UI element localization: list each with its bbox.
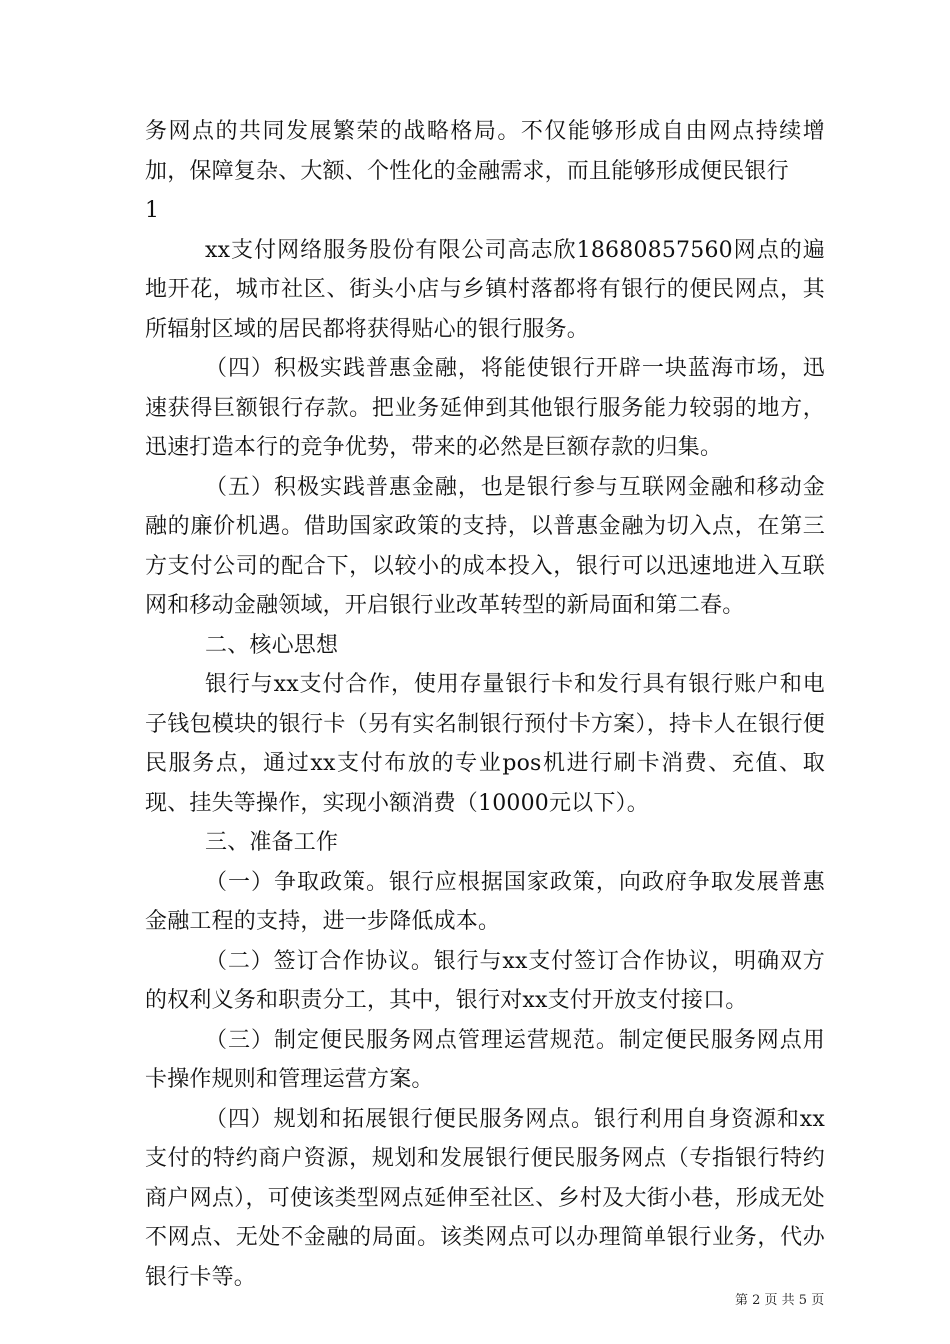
- paragraph-prep-one: （一）争取政策。银行应根据国家政策，向政府争取发展普惠金融工程的支持，进一步降低成本。: [145, 869, 825, 934]
- page-number-marker: 1: [145, 198, 160, 223]
- document-body: [145, 112, 825, 1297]
- paragraph-point-four: （四）积极实践普惠金融，将能使银行开辟一块蓝海市场，迅速获得巨额银行存款。把业务延伸到其他银行服务能力较弱的地方，迅速打造本行的竞争优势，带来的必然是巨额存款的归集。: [145, 356, 825, 460]
- section-heading-preparation: 三、准备工作: [205, 830, 339, 855]
- page-footer: 第 2 页 共 5 页: [735, 1293, 825, 1308]
- paragraph-prep-three: （三）制定便民服务网点管理运营规范。制定便民服务网点用卡操作规则和管理运营方案。: [145, 1027, 825, 1092]
- paragraph-network-coverage: xx支付网络服务股份有限公司高志欣18680857560网点的遍地开花，城市社区、街头小店与乡镇村落都将有银行的便民网点，其所辐射区域的居民都将获得贴心的银行服务。: [145, 237, 825, 342]
- paragraph-continuation: 务网点的共同发展繁荣的战略格局。不仅能够形成自由网点持续增加，保障复杂、大额、个性化的金融需求，而且能够形成便民银行: [145, 119, 825, 184]
- paragraph-prep-two: （二）签订合作协议。银行与xx支付签订合作协议，明确双方的权利义务和职责分工，其中，银行对xx支付开放支付接口。: [145, 948, 825, 1013]
- paragraph-core-idea: 银行与xx支付合作，使用存量银行卡和发行具有银行账户和电子钱包模块的银行卡（另有实名制银行预付卡方案），持卡人在银行便民服务点，通过xx支付布放的专业pos机进行刷卡消费、充值、取现、挂失等操作，实现小额消费（10000元以下）。: [145, 672, 825, 816]
- paragraph-prep-four: （四）规划和拓展银行便民服务网点。银行利用自身资源和xx支付的特约商户资源，规划和发展银行便民服务网点（专指银行特约商户网点），可使该类型网点延伸至社区、乡村及大街小巷，形成无处不网点、无处不金融的局面。该类网点可以办理简单银行业务，代办银行卡等。: [145, 1106, 825, 1290]
- section-heading-core-idea: 二、核心思想: [205, 632, 339, 658]
- paragraph-point-five: （五）积极实践普惠金融，也是银行参与互联网金融和移动金融的廉价机遇。借助国家政策的支持，以普惠金融为切入点，在第三方支付公司的配合下，以较小的成本投入，银行可以迅速地进入互联网和移动金融领域，开启银行业改革转型的新局面和第二春。: [145, 474, 825, 618]
